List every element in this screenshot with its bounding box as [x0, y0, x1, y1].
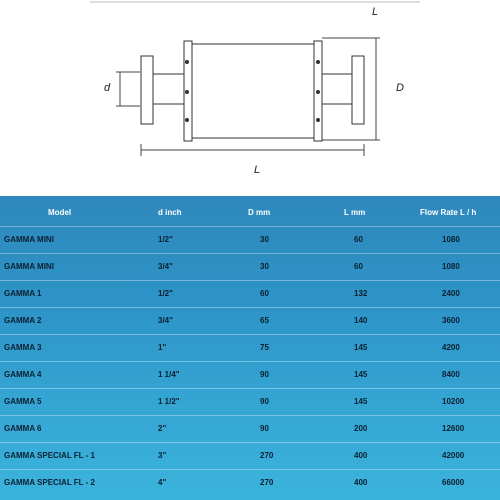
table-row — [0, 442, 500, 468]
cell-model: GAMMA SPECIAL FL - 2 — [4, 477, 95, 487]
cell-D: 270 — [260, 477, 274, 487]
dimension-label-D: D — [396, 82, 404, 94]
table-row — [0, 361, 500, 387]
table-row — [0, 388, 500, 414]
dimension-label-d: d — [104, 82, 111, 94]
dimension-label-L-bottom: L — [254, 164, 261, 176]
table-row — [0, 415, 500, 441]
cell-flow: 4200 — [442, 342, 460, 352]
cell-model: GAMMA MINI — [4, 261, 54, 271]
cell-D: 90 — [260, 396, 269, 406]
cell-model: GAMMA MINI — [4, 234, 54, 244]
cell-L: 200 — [354, 423, 368, 433]
cell-flow: 1080 — [442, 234, 460, 244]
device-drawing — [0, 0, 500, 192]
cell-D: 65 — [260, 315, 269, 325]
cell-d: 3/4" — [158, 315, 173, 325]
table-row — [0, 334, 500, 360]
header-flow-rate: Flow Rate L / h — [420, 207, 477, 217]
table-row — [0, 226, 500, 252]
cell-model: GAMMA 2 — [4, 315, 42, 325]
cell-flow: 66000 — [442, 477, 465, 487]
table-row — [0, 307, 500, 333]
table-row — [0, 469, 500, 495]
cell-d: 3/4" — [158, 261, 173, 271]
cell-L: 60 — [354, 261, 363, 271]
cell-D: 30 — [260, 261, 269, 271]
cell-flow: 8400 — [442, 369, 460, 379]
cell-D: 30 — [260, 234, 269, 244]
header-model: Model — [48, 207, 72, 217]
cell-model: GAMMA SPECIAL FL - 1 — [4, 450, 95, 460]
cell-d: 4" — [158, 477, 167, 487]
cell-D: 75 — [260, 342, 269, 352]
header-D-mm: D mm — [248, 207, 271, 217]
cell-L: 145 — [354, 369, 368, 379]
cell-model: GAMMA 5 — [4, 396, 42, 406]
cell-d: 1" — [158, 342, 167, 352]
table-header-row — [0, 198, 500, 226]
cell-d: 3" — [158, 450, 167, 460]
technical-diagram — [0, 0, 500, 192]
cell-flow: 1080 — [442, 261, 460, 271]
cell-flow: 10200 — [442, 396, 465, 406]
specifications-table — [0, 196, 500, 500]
cell-model: GAMMA 1 — [4, 288, 42, 298]
cell-L: 400 — [354, 450, 368, 460]
header-d-inch: d inch — [158, 207, 182, 217]
cell-d: 2" — [158, 423, 167, 433]
cell-flow: 42000 — [442, 450, 465, 460]
cell-d: 1/2" — [158, 234, 173, 244]
cell-D: 90 — [260, 423, 269, 433]
cell-L: 60 — [354, 234, 363, 244]
cell-d: 1 1/2" — [158, 396, 180, 406]
cell-flow: 2400 — [442, 288, 460, 298]
cell-model: GAMMA 4 — [4, 369, 42, 379]
cell-flow: 3600 — [442, 315, 460, 325]
cell-L: 140 — [354, 315, 368, 325]
cell-D: 270 — [260, 450, 274, 460]
cell-D: 60 — [260, 288, 269, 298]
table-row — [0, 253, 500, 279]
cell-d: 1/2" — [158, 288, 173, 298]
cell-model: GAMMA 6 — [4, 423, 42, 433]
cell-model: GAMMA 3 — [4, 342, 42, 352]
dimension-label-L-top: L — [372, 6, 379, 18]
cell-d: 1 1/4" — [158, 369, 180, 379]
cell-D: 90 — [260, 369, 269, 379]
cell-L: 400 — [354, 477, 368, 487]
cell-L: 145 — [354, 396, 368, 406]
cell-L: 145 — [354, 342, 368, 352]
cell-flow: 12600 — [442, 423, 465, 433]
table-row — [0, 280, 500, 306]
cell-L: 132 — [354, 288, 368, 298]
header-L-mm: L mm — [344, 207, 366, 217]
